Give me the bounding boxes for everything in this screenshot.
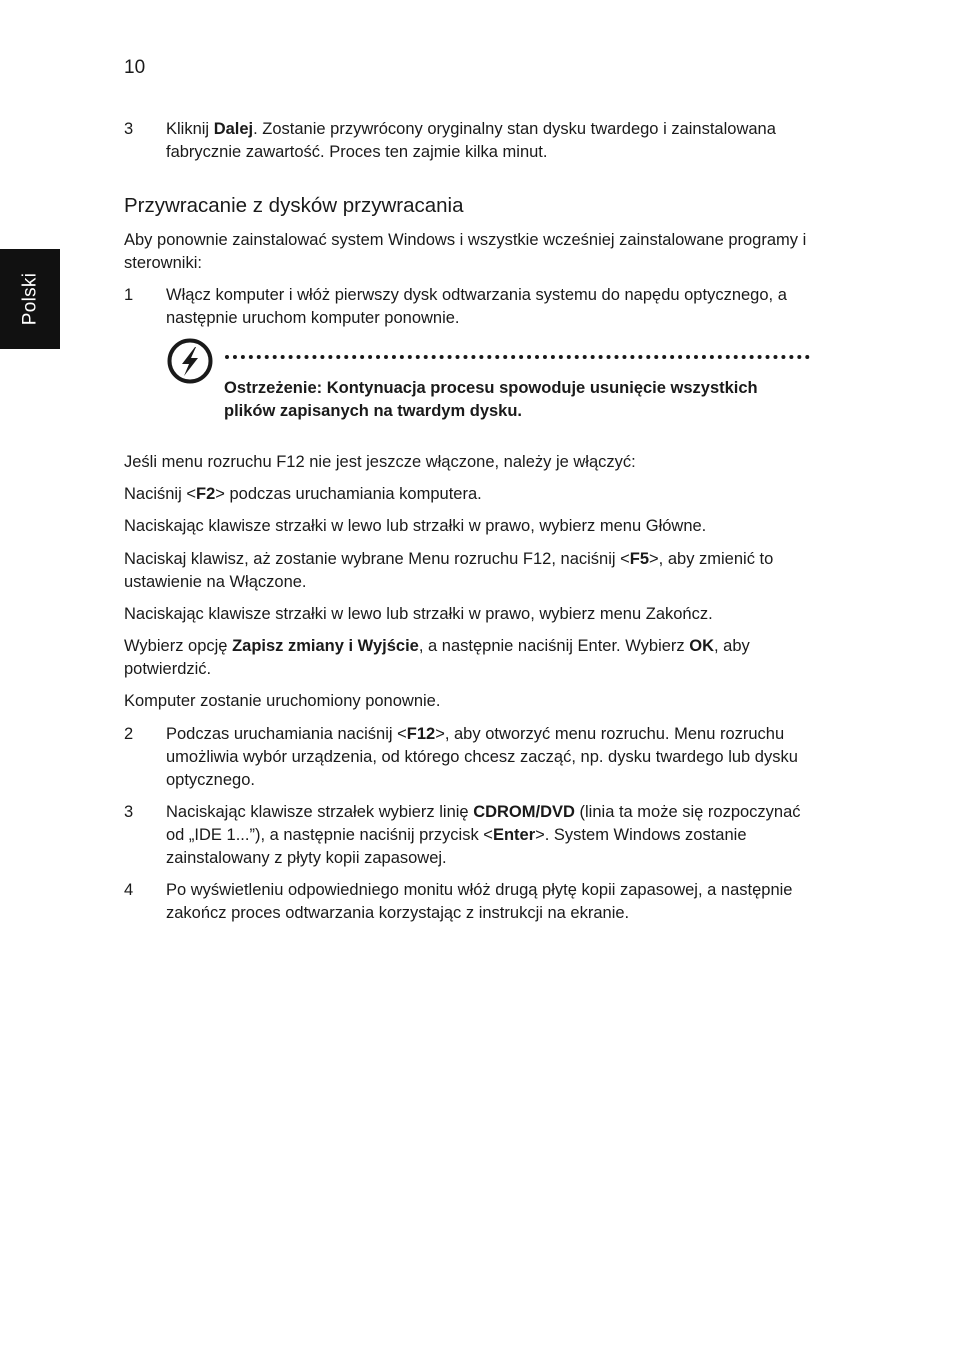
p6-mid: , a następnie naciśnij Enter. Wybierz [418,637,690,655]
step-text-pre: Kliknij [166,120,214,138]
step-text [166,723,814,792]
step-text [166,801,814,870]
language-side-tab [0,249,60,349]
p6-bold2: OK [689,637,714,655]
paragraph-restart: Komputer zostanie uruchomiony ponownie. [124,692,441,710]
step-number: 4 [124,881,134,899]
paragraph-press-f5 [124,548,814,594]
step-text [166,118,814,164]
step2-post: >, aby otworzyć menu rozruchu. Menu rozruchu umożliwia wybór urządzenia, od którego chcesz zacząć, np. dysku twardego lub dysku optycznego. [166,725,798,789]
section-title: Przywracanie z dysków przywracania [124,194,464,217]
paragraph-f12-menu: Jeśli menu rozruchu F12 nie jest jeszcze włączone, należy je włączyć: [124,453,636,471]
warning-divider [225,355,810,359]
step-1 [124,284,814,330]
step3-bold2: Enter [492,826,536,844]
step-text-post: . Zostanie przywrócony oryginalny stan dysku twardego i zainstalowana fabrycznie zawartość. Proces ten zajmie kilka minut. [166,120,776,161]
paragraph-exit-menu: Naciskając klawisze strzałki w lewo lub strzałki w prawo, wybierz menu Zakończ. [124,605,713,623]
step-number: 3 [124,803,134,821]
intro-paragraph: Aby ponownie zainstalować system Windows i wszystkie wcześniej zainstalowane programy i sterowniki: [124,231,807,272]
step-2 [124,723,814,792]
p2-pre: Naciśnij < [124,485,196,503]
step-number: 2 [124,725,134,743]
p6-post: , aby potwierdzić. [124,637,750,678]
step2-pre: Podczas uruchamiania naciśnij < [166,725,407,743]
step-number: 3 [124,120,134,138]
paragraph-save-exit [124,635,814,681]
p4-post: >, aby zmienić to ustawienie na Włączone. [124,550,774,591]
step-text: Włącz komputer i włóż pierwszy dysk odtwarzania systemu do napędu optycznego, a następnie uruchom komputer ponownie. [166,286,787,327]
p6-pre: Wybierz opcję [124,637,233,655]
step3-pre: Naciskając klawisze strzałek wybierz linię [166,803,474,821]
p2-bold: F2 [196,485,216,503]
step3-bold1: CDROM/DVD [473,803,575,821]
step-3-cdrom [124,801,814,870]
step3-mid: (linia ta może się rozpoczynać od „IDE 1...”), a następnie naciśnij przycisk < [166,803,801,844]
warning-text: Ostrzeżenie: Kontynuacja procesu spowoduje usunięcie wszystkich plików zapisanych na twardym dysku. [224,379,758,420]
p2-post: > podczas uruchamiania komputera. [215,485,482,503]
step-text-bold: Dalej [213,120,254,138]
step3-post: >. System Windows zostanie zainstalowany z płyty kopii zapasowej. [166,826,747,867]
step-3-dalej [124,118,814,164]
page-number: 10 [124,57,146,78]
language-tab-label: Polski [19,272,41,326]
step-4 [124,879,814,925]
p4-bold: F5 [629,550,650,568]
p6-bold1: Zapisz zmiany i Wyjście [232,637,419,655]
lightning-warning-icon [166,337,214,385]
step-text: Po wyświetleniu odpowiedniego monitu włóż drugą płytę kopii zapasowej, a następnie zakończ proces odtwarzania korzystając z instrukcji na ekranie. [166,881,793,922]
paragraph-main-menu: Naciskając klawisze strzałki w lewo lub strzałki w prawo, wybierz menu Główne. [124,517,707,535]
paragraph-press-f2 [124,483,814,506]
step2-bold: F12 [406,725,436,743]
step-number: 1 [124,286,134,304]
p4-pre: Naciskaj klawisz, aż zostanie wybrane Menu rozruchu F12, naciśnij < [124,550,630,568]
